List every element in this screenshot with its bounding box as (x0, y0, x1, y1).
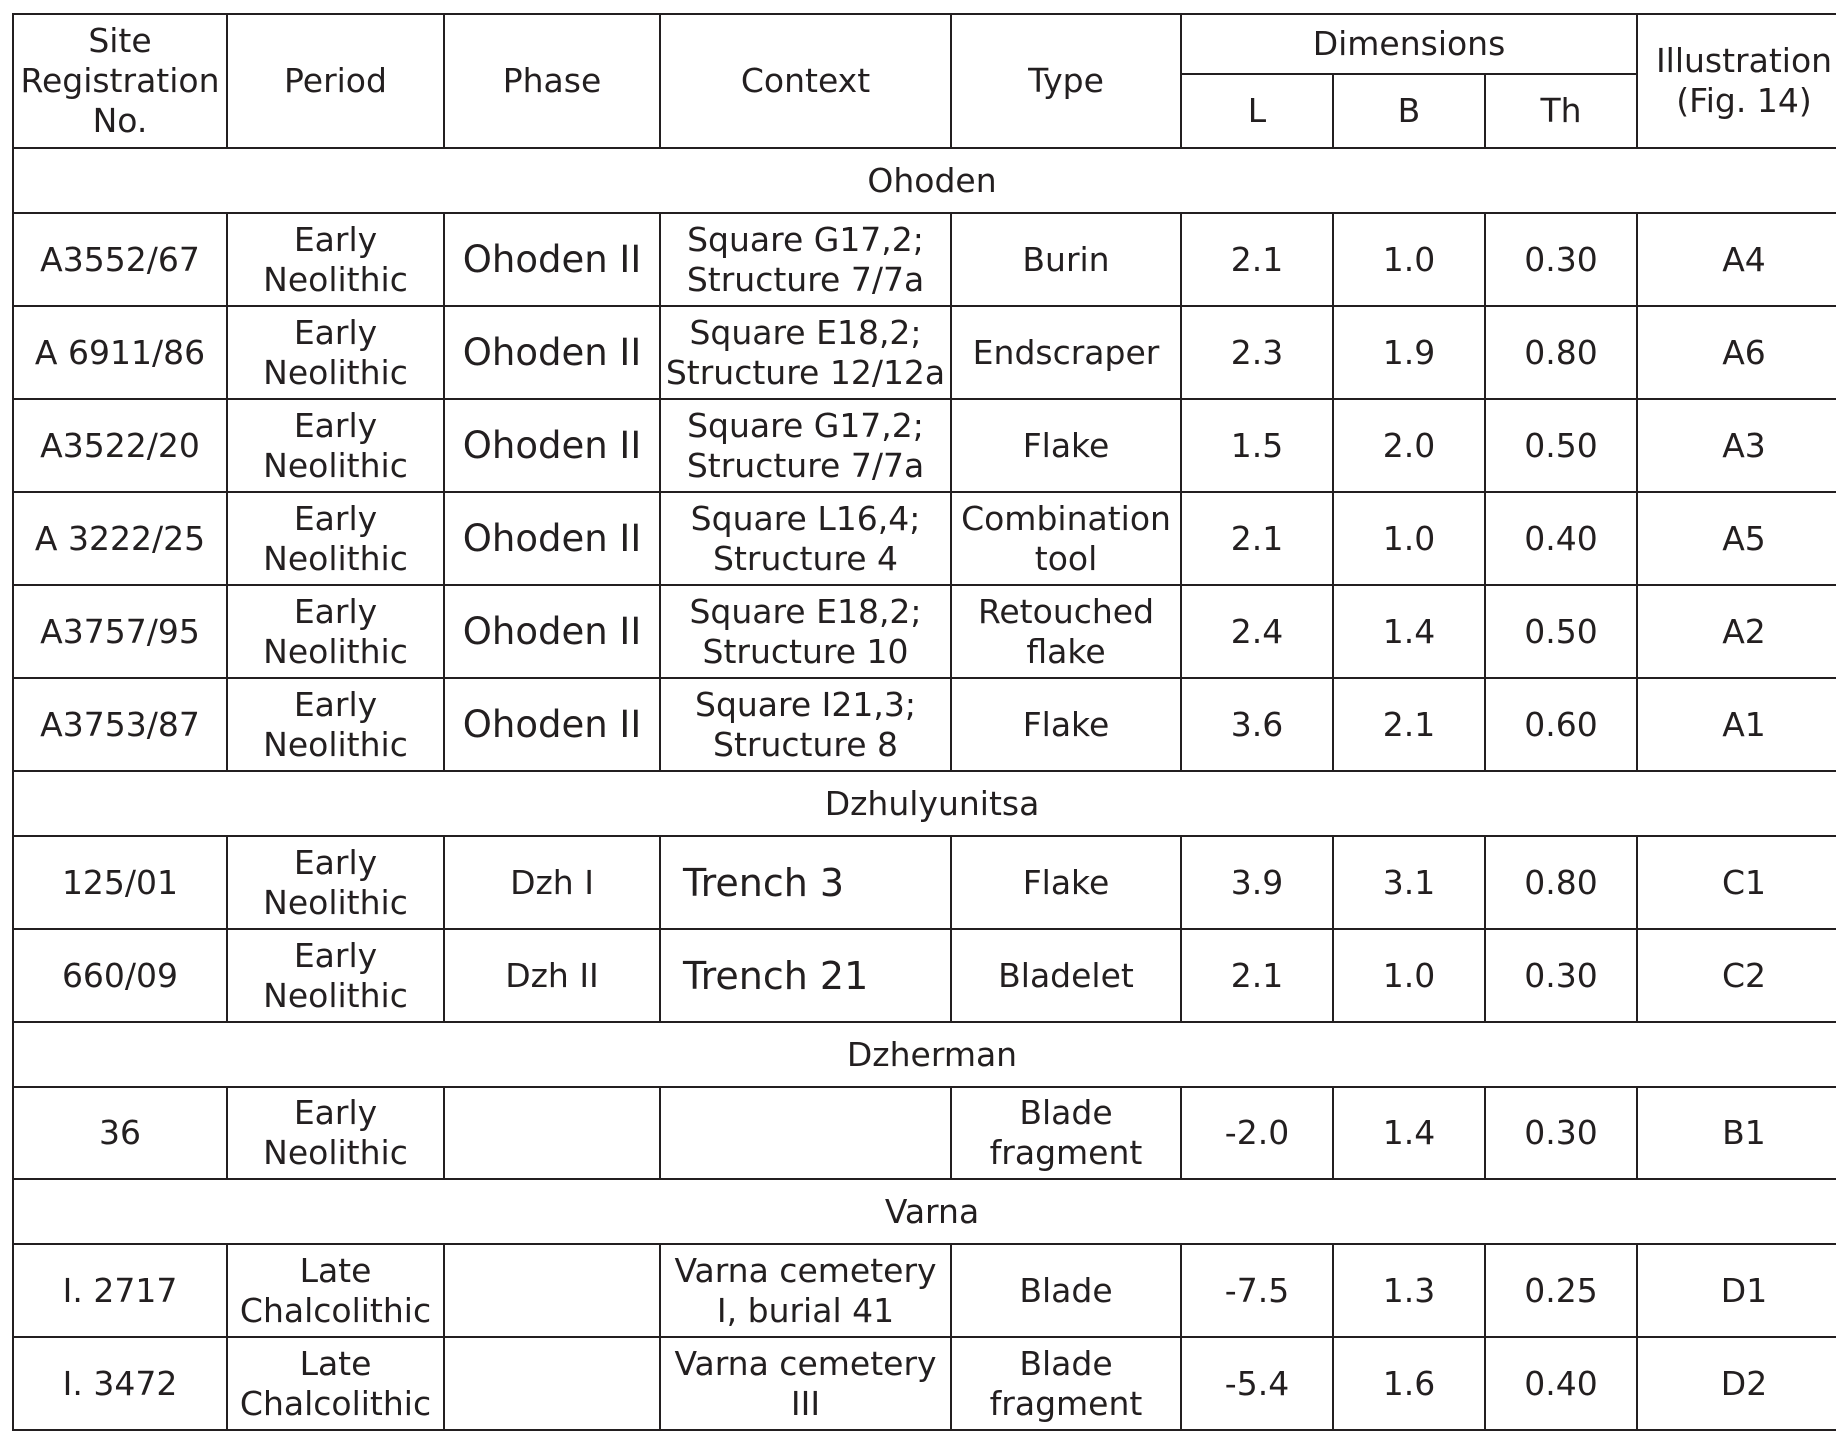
phase-cell: Ohoden II (444, 306, 660, 399)
context-cell-line: Trench 21 (683, 953, 869, 998)
header-phase: Phase (444, 14, 660, 148)
table-row (13, 1244, 1836, 1337)
period-cell-line: Neolithic (263, 259, 408, 299)
context-cell (660, 929, 951, 1022)
type-cell-line: fragment (989, 1133, 1143, 1172)
period-cell-line: Early (293, 405, 378, 445)
length-cell: 2.1 (1181, 929, 1333, 1022)
period-cell (227, 1087, 444, 1179)
period-cell (227, 836, 444, 929)
context-cell-line: Structure 12/12a (665, 352, 946, 392)
table-row (13, 1087, 1836, 1179)
type-cell (951, 492, 1181, 585)
header-type: Type (951, 14, 1181, 148)
header-site-line: No. (92, 101, 148, 140)
table-row (13, 399, 1836, 492)
breadth-cell: 1.0 (1333, 929, 1485, 1022)
length-cell: -7.5 (1181, 1244, 1333, 1337)
registration-cell: A 6911/86 (13, 306, 227, 399)
registration-cell: A3522/20 (13, 399, 227, 492)
breadth-cell: 1.4 (1333, 1087, 1485, 1179)
context-cell-line: Square E18,2; (689, 591, 922, 631)
phase-cell: Ohoden II (444, 492, 660, 585)
header-period: Period (227, 14, 444, 148)
context-cell-line: III (790, 1383, 821, 1423)
context-cell-line: Varna cemetery (674, 1250, 937, 1290)
type-cell (951, 1244, 1181, 1337)
thickness-cell: 0.30 (1485, 929, 1637, 1022)
length-cell: 2.4 (1181, 585, 1333, 678)
period-cell-line: Early (293, 591, 378, 631)
phase-cell: Ohoden II (444, 399, 660, 492)
header-thickness: Th (1485, 74, 1637, 148)
length-cell: 2.3 (1181, 306, 1333, 399)
breadth-cell: 1.0 (1333, 213, 1485, 306)
period-cell-line: Chalcolithic (239, 1383, 432, 1423)
thickness-cell: 0.30 (1485, 213, 1637, 306)
type-cell-line: Endscraper (972, 332, 1160, 372)
type-cell-line: Flake (1022, 862, 1110, 902)
phase-cell (444, 1087, 660, 1179)
illustration-cell: D2 (1637, 1337, 1836, 1430)
type-cell (951, 306, 1181, 399)
context-cell (660, 306, 951, 399)
phase-cell: Dzh I (444, 836, 660, 929)
context-cell-line: Square G17,2; (687, 219, 924, 259)
breadth-cell: 2.1 (1333, 678, 1485, 771)
context-cell (660, 678, 951, 771)
period-cell-line: Late (299, 1343, 372, 1383)
header-illustration-line: Illustration (1655, 41, 1833, 80)
table-row (13, 1337, 1836, 1430)
illustration-cell: A3 (1637, 399, 1836, 492)
period-cell (227, 1244, 444, 1337)
period-cell-line: Neolithic (263, 1133, 408, 1172)
type-cell-line: Retouched (977, 591, 1155, 631)
context-cell-line: Varna cemetery (674, 1343, 937, 1383)
length-cell: 1.5 (1181, 399, 1333, 492)
thickness-cell: 0.40 (1485, 492, 1637, 585)
type-cell (951, 929, 1181, 1022)
thickness-cell: 0.40 (1485, 1337, 1637, 1430)
context-cell (660, 1244, 951, 1337)
group-header: Dzhulyunitsa (13, 771, 1836, 836)
period-cell-line: Neolithic (263, 724, 408, 764)
type-cell-line: Combination (961, 498, 1171, 538)
illustration-cell: A5 (1637, 492, 1836, 585)
type-cell-line: Blade (1019, 1093, 1113, 1132)
table-row (13, 213, 1836, 306)
period-cell-line: Early (293, 219, 378, 259)
period-cell (227, 306, 444, 399)
artifact-table (12, 13, 1836, 1431)
illustration-cell: B1 (1637, 1087, 1836, 1179)
registration-cell: 125/01 (13, 836, 227, 929)
period-cell-line: Early (293, 935, 378, 975)
period-cell-line: Neolithic (263, 445, 408, 485)
phase-cell: Ohoden II (444, 213, 660, 306)
context-cell (660, 399, 951, 492)
type-cell-line: tool (1034, 538, 1098, 578)
length-cell: 2.1 (1181, 213, 1333, 306)
context-cell (660, 836, 951, 929)
period-cell-line: Neolithic (263, 975, 408, 1015)
illustration-cell: C1 (1637, 836, 1836, 929)
breadth-cell: 1.6 (1333, 1337, 1485, 1430)
period-cell (227, 585, 444, 678)
period-cell (227, 213, 444, 306)
period-cell-line: Late (299, 1250, 372, 1290)
header-illustration-line: (Fig. 14) (1676, 81, 1812, 120)
table-row (13, 929, 1836, 1022)
period-cell-line: Early (293, 498, 378, 538)
phase-cell (444, 1244, 660, 1337)
phase-cell (444, 1337, 660, 1430)
table-row (13, 836, 1836, 929)
context-cell-line: Square G17,2; (687, 405, 924, 445)
thickness-cell: 0.30 (1485, 1087, 1637, 1179)
period-cell-line: Neolithic (263, 352, 408, 392)
type-cell-line: Flake (1022, 425, 1110, 465)
type-cell (951, 585, 1181, 678)
type-cell (951, 213, 1181, 306)
length-cell: 2.1 (1181, 492, 1333, 585)
context-cell-line: Trench 3 (683, 860, 845, 905)
header-illustration (1637, 14, 1836, 148)
period-cell (227, 492, 444, 585)
header-site-line: Site (88, 21, 152, 60)
breadth-cell: 1.4 (1333, 585, 1485, 678)
group-header: Dzherman (13, 1022, 1836, 1087)
context-cell-line: I, burial 41 (716, 1290, 895, 1330)
context-cell (660, 1087, 951, 1179)
table-row (13, 306, 1836, 399)
breadth-cell: 1.9 (1333, 306, 1485, 399)
phase-cell: Ohoden II (444, 585, 660, 678)
thickness-cell: 0.50 (1485, 585, 1637, 678)
type-cell-line: fragment (989, 1383, 1143, 1423)
length-cell: 3.9 (1181, 836, 1333, 929)
header-site-registration (13, 14, 227, 148)
group-header: Varna (13, 1179, 1836, 1244)
type-cell-line: Burin (1022, 239, 1110, 279)
period-cell (227, 399, 444, 492)
context-cell-line: Square I21,3; (695, 684, 916, 724)
breadth-cell: 1.3 (1333, 1244, 1485, 1337)
table-row (13, 492, 1836, 585)
context-cell-line: Structure 4 (713, 538, 898, 578)
registration-cell: A 3222/25 (13, 492, 227, 585)
context-cell-line: Structure 10 (702, 631, 909, 671)
illustration-cell: A6 (1637, 306, 1836, 399)
registration-cell: I. 3472 (13, 1337, 227, 1430)
thickness-cell: 0.50 (1485, 399, 1637, 492)
type-cell (951, 678, 1181, 771)
type-cell-line: Bladelet (998, 955, 1134, 995)
context-cell-line: Structure 7/7a (686, 445, 925, 485)
period-cell-line: Neolithic (263, 538, 408, 578)
breadth-cell: 3.1 (1333, 836, 1485, 929)
illustration-cell: A4 (1637, 213, 1836, 306)
type-cell-line: Flake (1022, 704, 1110, 744)
period-cell-line: Early (293, 1093, 378, 1132)
type-cell (951, 399, 1181, 492)
type-cell (951, 1337, 1181, 1430)
context-cell (660, 1337, 951, 1430)
type-cell-line: Blade (1019, 1343, 1113, 1383)
thickness-cell: 0.60 (1485, 678, 1637, 771)
phase-cell: Ohoden II (444, 678, 660, 771)
header-length: L (1181, 74, 1333, 148)
registration-cell: A3552/67 (13, 213, 227, 306)
context-cell-line: Square E18,2; (689, 312, 922, 352)
type-cell-line: flake (1026, 631, 1106, 671)
length-cell: -2.0 (1181, 1087, 1333, 1179)
context-cell-line: Structure 8 (713, 724, 898, 764)
context-cell (660, 213, 951, 306)
context-cell (660, 585, 951, 678)
header-breadth: B (1333, 74, 1485, 148)
period-cell-line: Neolithic (263, 882, 408, 922)
breadth-cell: 1.0 (1333, 492, 1485, 585)
period-cell (227, 1337, 444, 1430)
illustration-cell: C2 (1637, 929, 1836, 1022)
header-dimensions: Dimensions (1181, 14, 1637, 74)
table-body (13, 148, 1836, 1430)
illustration-cell: D1 (1637, 1244, 1836, 1337)
registration-cell: A3753/87 (13, 678, 227, 771)
thickness-cell: 0.25 (1485, 1244, 1637, 1337)
thickness-cell: 0.80 (1485, 836, 1637, 929)
group-header: Ohoden (13, 148, 1836, 213)
type-cell (951, 836, 1181, 929)
illustration-cell: A2 (1637, 585, 1836, 678)
registration-cell: A3757/95 (13, 585, 227, 678)
context-cell-line: Structure 7/7a (686, 259, 925, 299)
illustration-cell: A1 (1637, 678, 1836, 771)
length-cell: -5.4 (1181, 1337, 1333, 1430)
table-row (13, 585, 1836, 678)
header-context: Context (660, 14, 951, 148)
period-cell-line: Neolithic (263, 631, 408, 671)
context-cell-line: Square L16,4; (690, 498, 921, 538)
period-cell-line: Early (293, 842, 378, 882)
registration-cell: 36 (13, 1087, 227, 1179)
period-cell-line: Chalcolithic (239, 1290, 432, 1330)
header-site-line: Registration (20, 61, 220, 100)
period-cell-line: Early (293, 684, 378, 724)
registration-cell: I. 2717 (13, 1244, 227, 1337)
length-cell: 3.6 (1181, 678, 1333, 771)
phase-cell: Dzh II (444, 929, 660, 1022)
registration-cell: 660/09 (13, 929, 227, 1022)
breadth-cell: 2.0 (1333, 399, 1485, 492)
period-cell-line: Early (293, 312, 378, 352)
period-cell (227, 678, 444, 771)
thickness-cell: 0.80 (1485, 306, 1637, 399)
type-cell-line: Blade (1019, 1270, 1113, 1310)
period-cell (227, 929, 444, 1022)
context-cell (660, 492, 951, 585)
type-cell (951, 1087, 1181, 1179)
table-row (13, 678, 1836, 771)
